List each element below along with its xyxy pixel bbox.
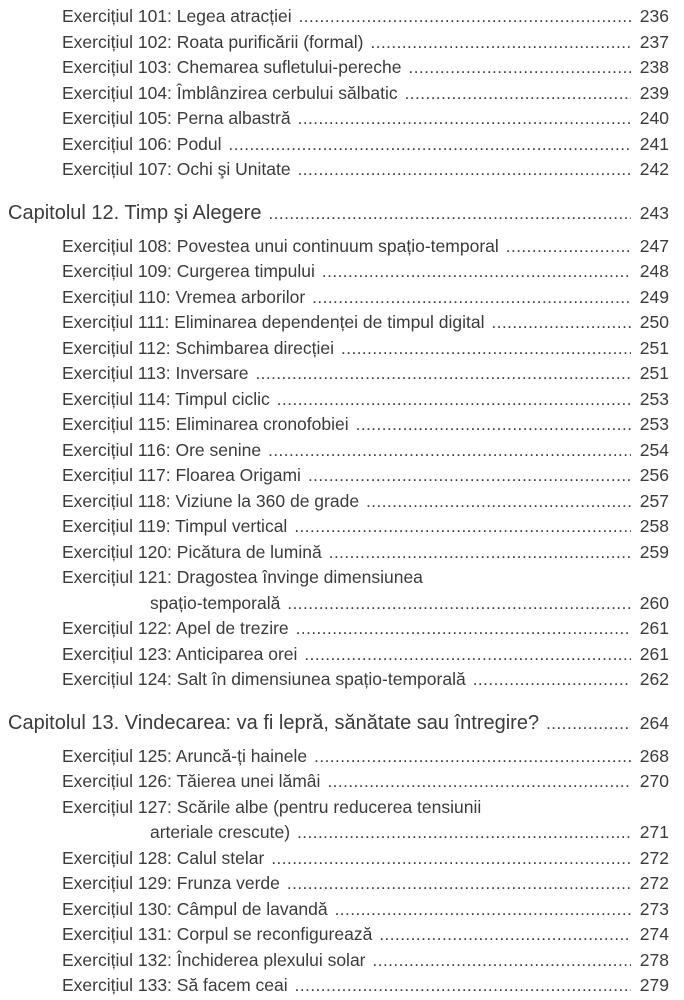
toc-entry — [0, 336, 669, 362]
page-number: 259 — [639, 541, 669, 562]
toc-entry-label: Exercițiul 107: Ochi şi Unitate — [62, 159, 291, 179]
toc-entry-line — [0, 744, 669, 770]
toc-entry — [0, 412, 669, 438]
toc-entry-label: Exercițiul 129: Frunza verde — [62, 873, 280, 893]
toc-entry — [0, 744, 669, 770]
toc-entry — [0, 106, 669, 132]
dot-leader — [408, 55, 631, 81]
toc-entry-label: Exercițiul 125: Aruncă-ți hainele — [62, 745, 308, 766]
toc-entry-line — [0, 259, 669, 285]
page-number: 274 — [639, 924, 669, 944]
page-number: 248 — [639, 261, 669, 281]
toc-entry-label: Exercițiul 130: Câmpul de lavandă — [62, 898, 328, 919]
toc-entry-line — [0, 106, 669, 132]
toc-entry — [0, 157, 669, 183]
page-number: 251 — [639, 363, 669, 383]
toc-entry-line — [0, 81, 669, 107]
toc-entry — [0, 795, 669, 846]
dot-leader — [297, 820, 631, 846]
dot-leader — [298, 157, 631, 183]
toc-entry-line — [0, 361, 669, 387]
toc-entry-label: arteriale crescute) — [150, 822, 291, 842]
toc-entry-line — [0, 667, 669, 693]
toc-entry-label: Exercițiul 122: Apel de trezire — [62, 618, 289, 638]
page-number: 247 — [639, 235, 669, 256]
toc-entry-line — [0, 310, 669, 336]
dot-leader — [335, 897, 631, 923]
toc-entry — [0, 642, 669, 668]
toc-entry-label: Exercițiul 115: Eliminarea cronofobiei — [62, 414, 349, 434]
dot-leader — [327, 769, 631, 795]
dot-leader — [277, 387, 631, 413]
dot-leader — [341, 336, 631, 362]
toc-entry-line — [0, 769, 669, 795]
page-number: 261 — [639, 643, 669, 664]
toc-entry-line — [0, 973, 669, 999]
page-number: 279 — [639, 975, 669, 995]
toc-entry — [0, 285, 669, 311]
toc-entry — [0, 540, 669, 566]
toc-entry-line — [0, 616, 669, 642]
toc-entry-label: Exercițiul 118: Viziune la 360 de grade — [62, 490, 360, 511]
page-number: 238 — [639, 57, 669, 77]
toc-entry — [0, 4, 669, 30]
toc-entry — [0, 30, 669, 56]
dot-leader — [304, 642, 631, 668]
page-number: 253 — [639, 388, 669, 409]
dot-leader — [299, 4, 631, 30]
toc-entry-line — [0, 710, 669, 737]
toc-entry-label: Exercițiul 108: Povestea unui continuum spațio-temporal — [62, 235, 499, 256]
toc-entry-line — [0, 4, 669, 30]
toc-entry-line — [0, 30, 669, 56]
page-number: 261 — [639, 618, 669, 638]
toc-entry-line — [0, 336, 669, 362]
page-number: 260 — [639, 592, 669, 613]
toc-entry — [0, 200, 669, 227]
dot-leader — [295, 973, 631, 999]
dot-leader — [356, 412, 631, 438]
toc-entry-label: Exercițiul 128: Calul stelar — [62, 847, 265, 868]
toc-entry-line — [0, 234, 669, 260]
toc-entry-label: Exercițiul 106: Podul — [62, 133, 222, 154]
dot-leader — [492, 310, 631, 336]
page-number: 256 — [639, 465, 669, 485]
toc-entry-label: Exercițiul 121: Dragostea învinge dimensiunea — [62, 567, 423, 587]
dot-leader — [312, 285, 631, 311]
toc-entry — [0, 667, 669, 693]
page-number: 278 — [639, 949, 669, 970]
toc-entry-line — [0, 565, 669, 591]
toc-entry-label: Exercițiul 133: Să facem ceai — [62, 975, 288, 995]
toc-entry-label: Exercițiul 117: Floarea Origami — [62, 465, 301, 485]
page-number: 251 — [639, 337, 669, 358]
toc-entry — [0, 310, 669, 336]
page-number: 273 — [639, 898, 669, 919]
dot-leader — [271, 846, 631, 872]
toc-entry — [0, 55, 669, 81]
toc-entry — [0, 438, 669, 464]
toc-entry-continuation-line — [0, 591, 669, 617]
toc-entry-label: spațio-temporală — [150, 592, 281, 613]
toc-entry-label: Exercițiul 113: Inversare — [62, 363, 249, 383]
page-number: 257 — [639, 490, 669, 511]
dot-leader — [268, 201, 631, 227]
toc-entry-line — [0, 157, 669, 183]
toc-entry — [0, 463, 669, 489]
toc-entry-label: Exercițiul 114: Timpul ciclic — [62, 388, 270, 409]
page-number: 240 — [639, 108, 669, 128]
page-number: 249 — [639, 286, 669, 307]
dot-leader — [294, 514, 631, 540]
toc-entry — [0, 259, 669, 285]
toc-entry — [0, 514, 669, 540]
dot-leader — [308, 463, 631, 489]
toc-entry-line — [0, 948, 669, 974]
toc-entry — [0, 846, 669, 872]
page-number: 262 — [639, 669, 669, 689]
toc-entry-line — [0, 132, 669, 158]
toc-entry-label: Exercițiul 126: Tăierea unei lămâi — [62, 771, 321, 791]
dot-leader — [329, 540, 631, 566]
toc-entry-line — [0, 540, 669, 566]
dot-leader — [229, 132, 631, 158]
toc-entry — [0, 897, 669, 923]
toc-entry-label: Exercițiul 112: Schimbarea direcției — [62, 337, 335, 358]
toc-entry-label: Exercițiul 102: Roata purificării (formal) — [62, 31, 364, 52]
page-number: 250 — [639, 312, 669, 332]
page-number: 241 — [639, 133, 669, 154]
page-number: 264 — [639, 712, 669, 733]
toc-entry-line — [0, 200, 669, 227]
toc-entry-label: Exercițiul 109: Curgerea timpului — [62, 261, 315, 281]
toc-entry-line — [0, 922, 669, 948]
toc-entry — [0, 234, 669, 260]
toc-entry — [0, 361, 669, 387]
dot-leader — [287, 591, 631, 617]
toc-entry-line — [0, 514, 669, 540]
page-number: 253 — [639, 414, 669, 434]
toc-entry-label: Exercițiul 111: Eliminarea dependenței de timpul digital — [62, 312, 485, 332]
toc-entry-label: Exercițiul 116: Ore senine — [62, 439, 262, 460]
toc-entry — [0, 387, 669, 413]
page-number: 236 — [639, 6, 669, 26]
page-number: 268 — [639, 745, 669, 766]
page-number: 272 — [639, 847, 669, 868]
page-number: 237 — [639, 31, 669, 52]
toc-entry-line — [0, 463, 669, 489]
page-number: 239 — [639, 82, 669, 103]
toc-entry-line — [0, 642, 669, 668]
dot-leader — [366, 489, 631, 515]
toc-entry-label: Exercițiul 127: Scările albe (pentru reducerea tensiunii — [62, 796, 482, 817]
dot-leader — [379, 922, 631, 948]
dot-leader — [255, 361, 631, 387]
toc-entry — [0, 922, 669, 948]
toc-entry — [0, 710, 669, 737]
toc-entry-label: Capitolul 13. Vindecarea: va fi lepră, sănătate sau întregire? — [8, 711, 540, 734]
toc-entry — [0, 81, 669, 107]
dot-leader — [287, 871, 631, 897]
dot-leader — [373, 948, 632, 974]
dot-leader — [405, 81, 631, 107]
toc-entry-label: Exercițiul 105: Perna albastră — [62, 108, 291, 128]
toc-entry-line — [0, 846, 669, 872]
toc-entry — [0, 871, 669, 897]
page-number: 242 — [639, 159, 669, 179]
toc-entry-line — [0, 871, 669, 897]
toc-entry-line — [0, 489, 669, 515]
dot-leader — [371, 30, 632, 56]
toc-entry-label: Exercițiul 123: Anticiparea orei — [62, 643, 298, 664]
toc-entry — [0, 565, 669, 616]
dot-leader — [322, 259, 631, 285]
page-number: 243 — [639, 202, 669, 223]
toc-entry — [0, 769, 669, 795]
toc-entry-line — [0, 438, 669, 464]
toc-entry-label: Exercițiul 103: Chemarea sufletului-pereche — [62, 57, 402, 77]
dot-leader — [298, 106, 631, 132]
toc-entry-line — [0, 412, 669, 438]
toc-entry — [0, 489, 669, 515]
dot-leader — [296, 616, 631, 642]
toc-entry-label: Exercițiul 110: Vremea arborilor — [62, 286, 306, 307]
page-number: 272 — [639, 873, 669, 893]
toc-entry — [0, 973, 669, 999]
toc-entry-line — [0, 387, 669, 413]
dot-leader — [546, 711, 631, 737]
toc-entry-label: Exercițiul 132: Închiderea plexului solar — [62, 949, 366, 970]
toc-entry — [0, 132, 669, 158]
toc-entry — [0, 616, 669, 642]
toc-entry-label: Exercițiul 120: Picătura de lumină — [62, 541, 322, 562]
page-number: 270 — [639, 771, 669, 791]
toc-entry-label: Exercițiul 124: Salt în dimensiunea spațio-temporală — [62, 669, 466, 689]
toc-entry-line — [0, 285, 669, 311]
dot-leader — [506, 234, 631, 260]
toc-entry-label: Capitolul 12. Timp şi Alegere — [8, 201, 262, 224]
dot-leader — [473, 667, 631, 693]
toc-entry-label: Exercițiul 131: Corpul se reconfigurează — [62, 924, 373, 944]
toc-entry-line — [0, 795, 669, 821]
toc-entry — [0, 948, 669, 974]
page-number: 254 — [639, 439, 669, 460]
toc-entry-label: Exercițiul 104: Îmblânzirea cerbului sălbatic — [62, 82, 398, 103]
dot-leader — [314, 744, 631, 770]
page-number: 258 — [639, 516, 669, 536]
page-number: 271 — [639, 822, 669, 842]
toc-entry-label: Exercițiul 101: Legea atracției — [62, 6, 292, 26]
toc-entry-label: Exercițiul 119: Timpul vertical — [62, 516, 288, 536]
toc-entry-continuation-line — [0, 820, 669, 846]
toc-entry-line — [0, 897, 669, 923]
dot-leader — [268, 438, 631, 464]
toc-entry-line — [0, 55, 669, 81]
